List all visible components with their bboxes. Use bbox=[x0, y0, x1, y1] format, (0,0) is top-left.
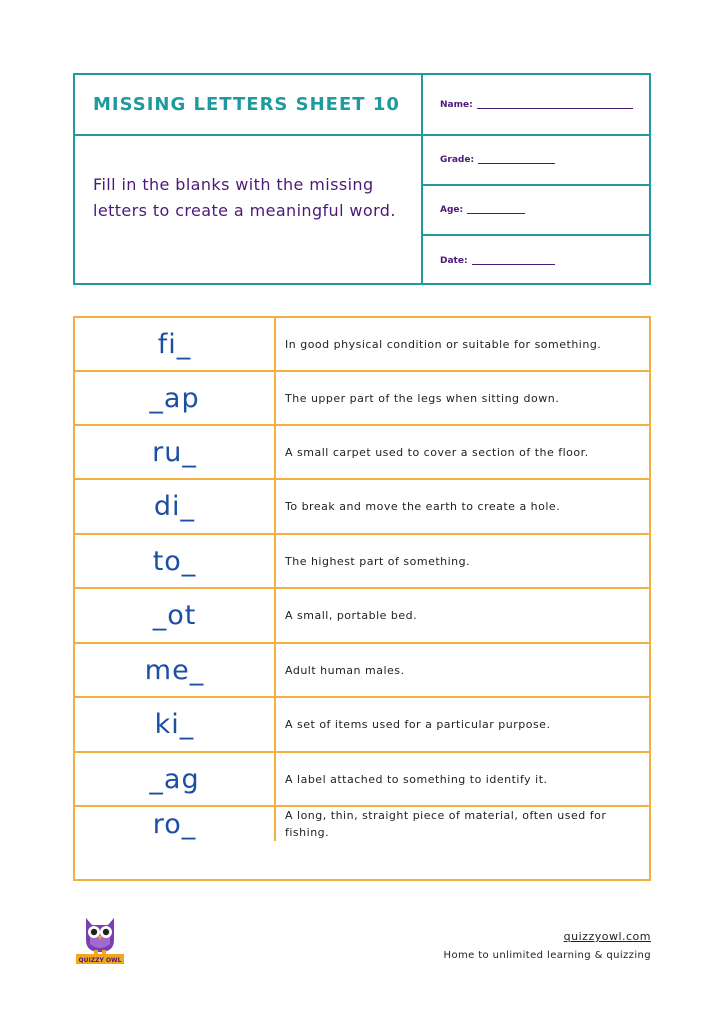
age-field bbox=[423, 186, 649, 236]
date-label: Date: bbox=[440, 255, 468, 266]
table-row bbox=[75, 589, 649, 644]
table-row bbox=[75, 753, 649, 807]
missing-word: _ag bbox=[75, 753, 276, 805]
tagline: Home to unlimited learning & quizzing bbox=[443, 950, 651, 961]
missing-word: _ap bbox=[75, 372, 276, 424]
table-row bbox=[75, 372, 649, 426]
name-label: Name: bbox=[440, 99, 473, 110]
table-row bbox=[75, 480, 649, 535]
grade-field bbox=[423, 136, 649, 186]
missing-word: to_ bbox=[75, 535, 276, 587]
clue-text: A small, portable bed. bbox=[285, 609, 418, 622]
clue-text: Adult human males. bbox=[285, 663, 405, 677]
footer bbox=[444, 930, 651, 961]
table-row bbox=[75, 426, 649, 480]
clue-text: The upper part of the legs when sitting down. bbox=[285, 391, 560, 405]
owl-icon bbox=[76, 912, 124, 964]
missing-word: ro_ bbox=[75, 807, 276, 841]
instructions: Fill in the blanks with the missing letters to create a meaningful word. bbox=[93, 175, 396, 220]
clue-text: To break and move the earth to create a hole. bbox=[285, 500, 561, 513]
missing-word: _ot bbox=[75, 589, 276, 642]
date-field bbox=[423, 236, 649, 285]
header-left-panel bbox=[75, 75, 423, 283]
table-row bbox=[75, 535, 649, 589]
table-row bbox=[75, 644, 649, 698]
age-blank[interactable] bbox=[467, 206, 525, 214]
svg-text:QUIZZY OWL: QUIZZY OWL bbox=[78, 957, 122, 964]
clue-text: The highest part of something. bbox=[285, 554, 471, 568]
missing-word: ru_ bbox=[75, 426, 276, 478]
site-link[interactable]: quizzyowl.com bbox=[563, 930, 651, 943]
word-table bbox=[73, 316, 651, 881]
date-blank[interactable] bbox=[472, 257, 555, 265]
table-row bbox=[75, 318, 649, 372]
worksheet-header bbox=[73, 73, 651, 285]
grade-label: Grade: bbox=[440, 155, 475, 165]
clue-text: A label attached to something to identify it. bbox=[285, 772, 548, 786]
missing-word: fi_ bbox=[75, 318, 276, 370]
missing-word: me_ bbox=[75, 644, 276, 696]
clue-text: A small carpet used to cover a section of the floor. bbox=[285, 445, 589, 459]
table-row bbox=[75, 807, 649, 841]
table-row bbox=[75, 698, 649, 753]
sheet-title: MISSING LETTERS SHEET 10 bbox=[75, 75, 421, 136]
name-field bbox=[423, 75, 649, 136]
name-blank[interactable] bbox=[477, 101, 633, 109]
clue-text: A set of items used for a particular purpose. bbox=[285, 718, 551, 731]
header-fields bbox=[423, 75, 649, 283]
missing-word: di_ bbox=[75, 480, 276, 533]
missing-word: ki_ bbox=[75, 698, 276, 751]
grade-blank[interactable] bbox=[478, 156, 555, 164]
clue-text: In good physical condition or suitable for something. bbox=[285, 337, 602, 351]
quizzy-owl-logo bbox=[76, 912, 124, 964]
clue-text: A long, thin, straight piece of material, often used for fishing. bbox=[285, 809, 607, 839]
age-label: Age: bbox=[440, 205, 464, 215]
